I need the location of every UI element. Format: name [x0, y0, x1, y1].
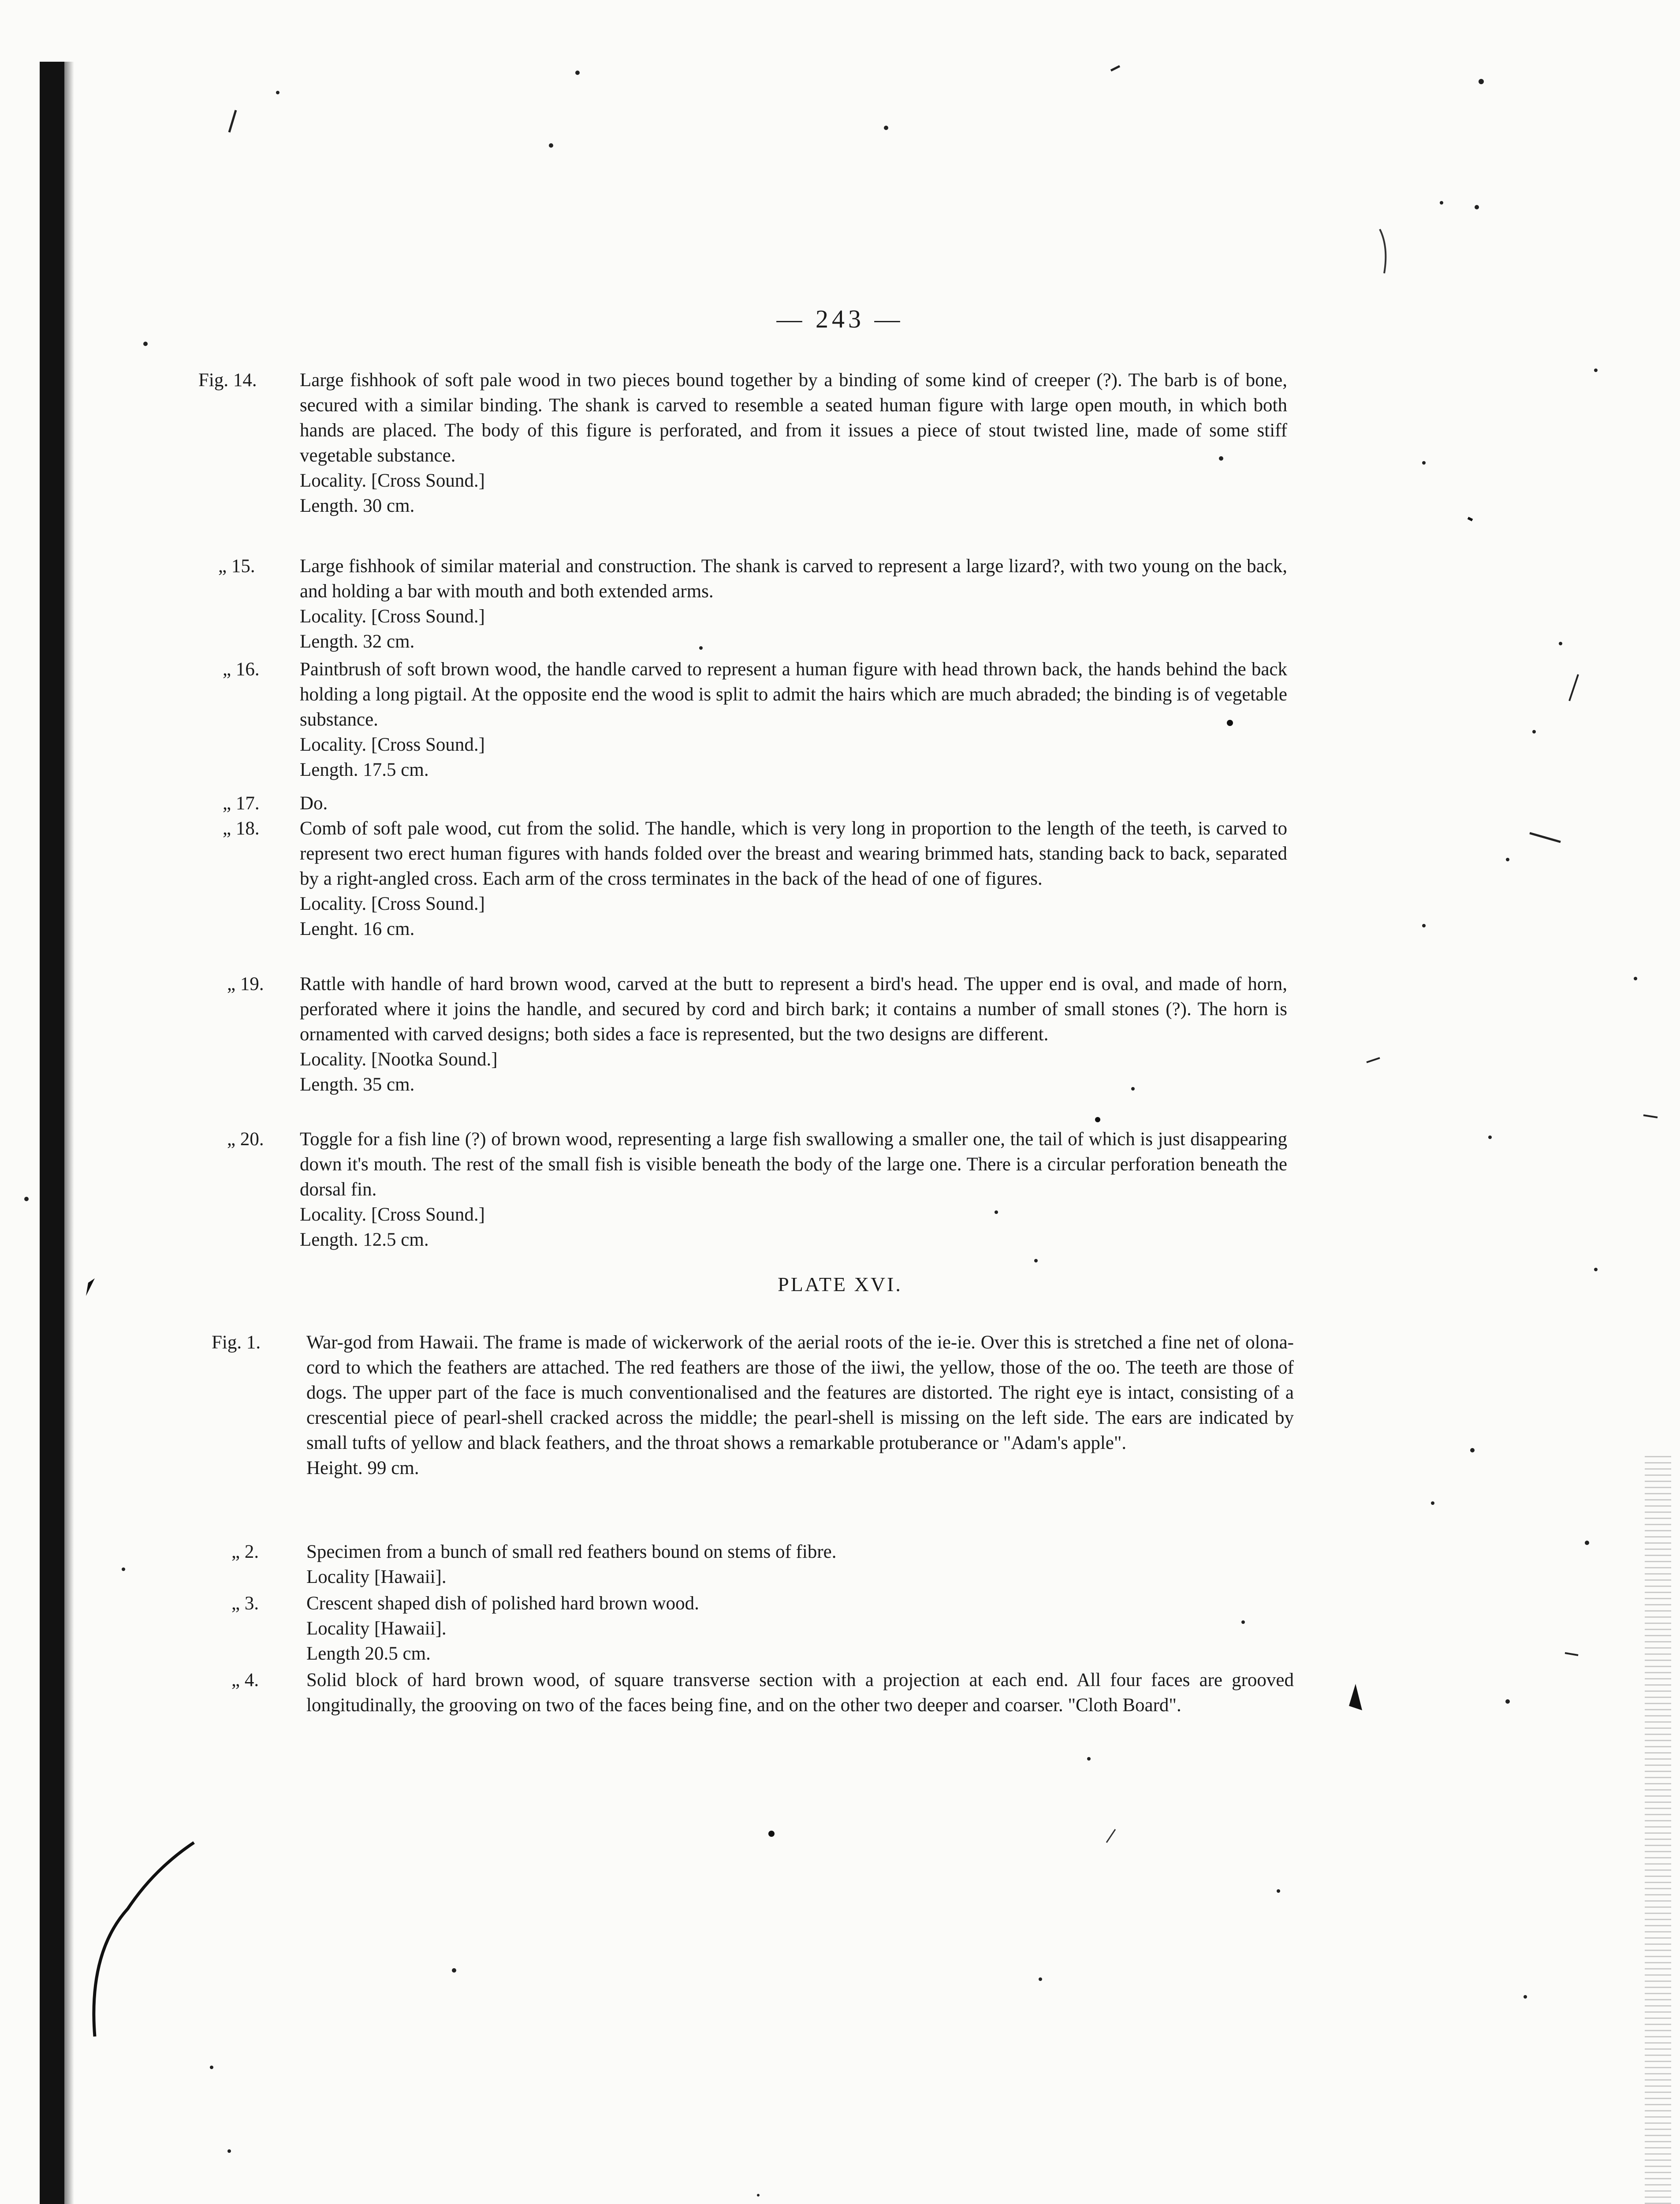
entry-locality: Locality [Hawaii]. — [306, 1618, 447, 1639]
entry-description: War-god from Hawaii. The frame is made of wickerwork of the aerial roots of the ie-ie. Over this is stretched a fine net of olona-cord to which the feathers are attached. The red feathers are those of the iiwi, the yellow, those of the oo. The teeth are those of dogs. The upper part of the face is much conventionalised and the features are distorted. The right eye is intact, consisting of a crescential piece of pearl-shell cracked across the middle; the pearl-shell is missing on the left side. The ears are indicated by small tufts of yellow and black feathers, and the throat shows a remarkable protuberance or "Adam's apple". — [306, 1332, 1294, 1453]
entry-locality: Locality. [Cross Sound.] — [300, 734, 485, 755]
entry-locality: Locality. [Cross Sound.] — [300, 606, 485, 627]
entry-measurement: Length 20.5 cm. — [306, 1643, 431, 1664]
figure-number: „ 18. — [223, 818, 260, 839]
entry-locality: Locality. [Cross Sound.] — [300, 894, 485, 914]
page-number: — 243 — — [776, 305, 904, 333]
entry-locality: Locality. [Cross Sound.] — [300, 470, 485, 491]
entry-measurement: Length. 30 cm. — [300, 495, 415, 516]
entry-measurement: Length. 12.5 cm. — [300, 1229, 429, 1250]
entry-description: Toggle for a fish line (?) of brown wood, representing a large fish swallowing a smaller one, the tail of which is just disappearing down it's mouth. The rest of the small fish is visible beneath the body of the large one. There is a circular perforation beneath the dorsal fin. — [300, 1129, 1287, 1200]
entry-measurement: Length. 32 cm. — [300, 631, 415, 652]
figure-number: „ 15. — [218, 556, 255, 577]
entry-description: Large fishhook of similar material and construction. The shank is carved to represent a large lizard?, with two young on the back, and holding a bar with mouth and both extended arms. — [300, 556, 1287, 602]
figure-number: „ 3. — [231, 1593, 259, 1614]
figure-number: Fig. 14. — [198, 370, 257, 391]
figure-number: Fig. 1. — [212, 1332, 261, 1353]
entry-locality: Locality. [Nootka Sound.] — [300, 1049, 498, 1070]
entry-description: Specimen from a bunch of small red feathers bound on stems of fibre. — [306, 1541, 837, 1562]
entry-measurement: Lenght. 16 cm. — [300, 919, 415, 939]
entry-description: Comb of soft pale wood, cut from the solid. The handle, which is very long in proportion to the length of the teeth, is carved to represent two erect human figures with hands folded over the breast and wearing brimmed hats, standing back to back, separated by a right-angled cross. Each arm of the cross terminates in the back of the head of one of figures. — [300, 818, 1287, 889]
entry-description: Do. — [300, 793, 328, 814]
figure-number: „ 2. — [231, 1541, 259, 1562]
figure-number: „ 4. — [231, 1670, 259, 1690]
entry-description: Paintbrush of soft brown wood, the handle carved to represent a human figure with head thrown back, the hands behind the back holding a long pigtail. At the opposite end the wood is split to admit the hairs which are much abraded; the binding is of vegetable substance. — [300, 659, 1287, 730]
entry-description: Solid block of hard brown wood, of square transverse section with a projection at each end. All four faces are grooved longitudinally, the grooving on two of the faces being fine, and on the other two deeper and coarser. "Cloth Board". — [306, 1670, 1294, 1716]
figure-number: „ 19. — [227, 974, 264, 994]
entry-measurement: Length. 35 cm. — [300, 1074, 415, 1095]
figure-number: „ 16. — [223, 659, 260, 680]
figure-number: „ 17. — [223, 793, 260, 814]
figure-number: „ 20. — [227, 1129, 264, 1150]
entry-locality: Locality. [Cross Sound.] — [300, 1204, 485, 1225]
entry-measurement: Length. 17.5 cm. — [300, 759, 429, 780]
entry-description: Crescent shaped dish of polished hard brown wood. — [306, 1593, 699, 1614]
plate-title: PLATE XVI. — [778, 1273, 902, 1296]
entry-locality: Locality [Hawaii]. — [306, 1567, 447, 1587]
entry-measurement: Height. 99 cm. — [306, 1458, 419, 1478]
entry-description: Large fishhook of soft pale wood in two pieces bound together by a binding of some kind of creeper (?). The barb is of bone, secured with a similar binding. The shank is carved to resemble a seated human figure with large open mouth, in which both hands are placed. The body of this figure is perforated, and from it issues a piece of stout twisted line, made of some stiff vegetable substance. — [300, 370, 1287, 466]
entry-description: Rattle with handle of hard brown wood, carved at the butt to represent a bird's head. The upper end is oval, and made of horn, perforated where it joins the handle, and secured by cord and birch bark; it contains a number of small stones (?). The horn is ornamented with carved designs; both sides a face is represented, but the two designs are different. — [300, 974, 1287, 1045]
